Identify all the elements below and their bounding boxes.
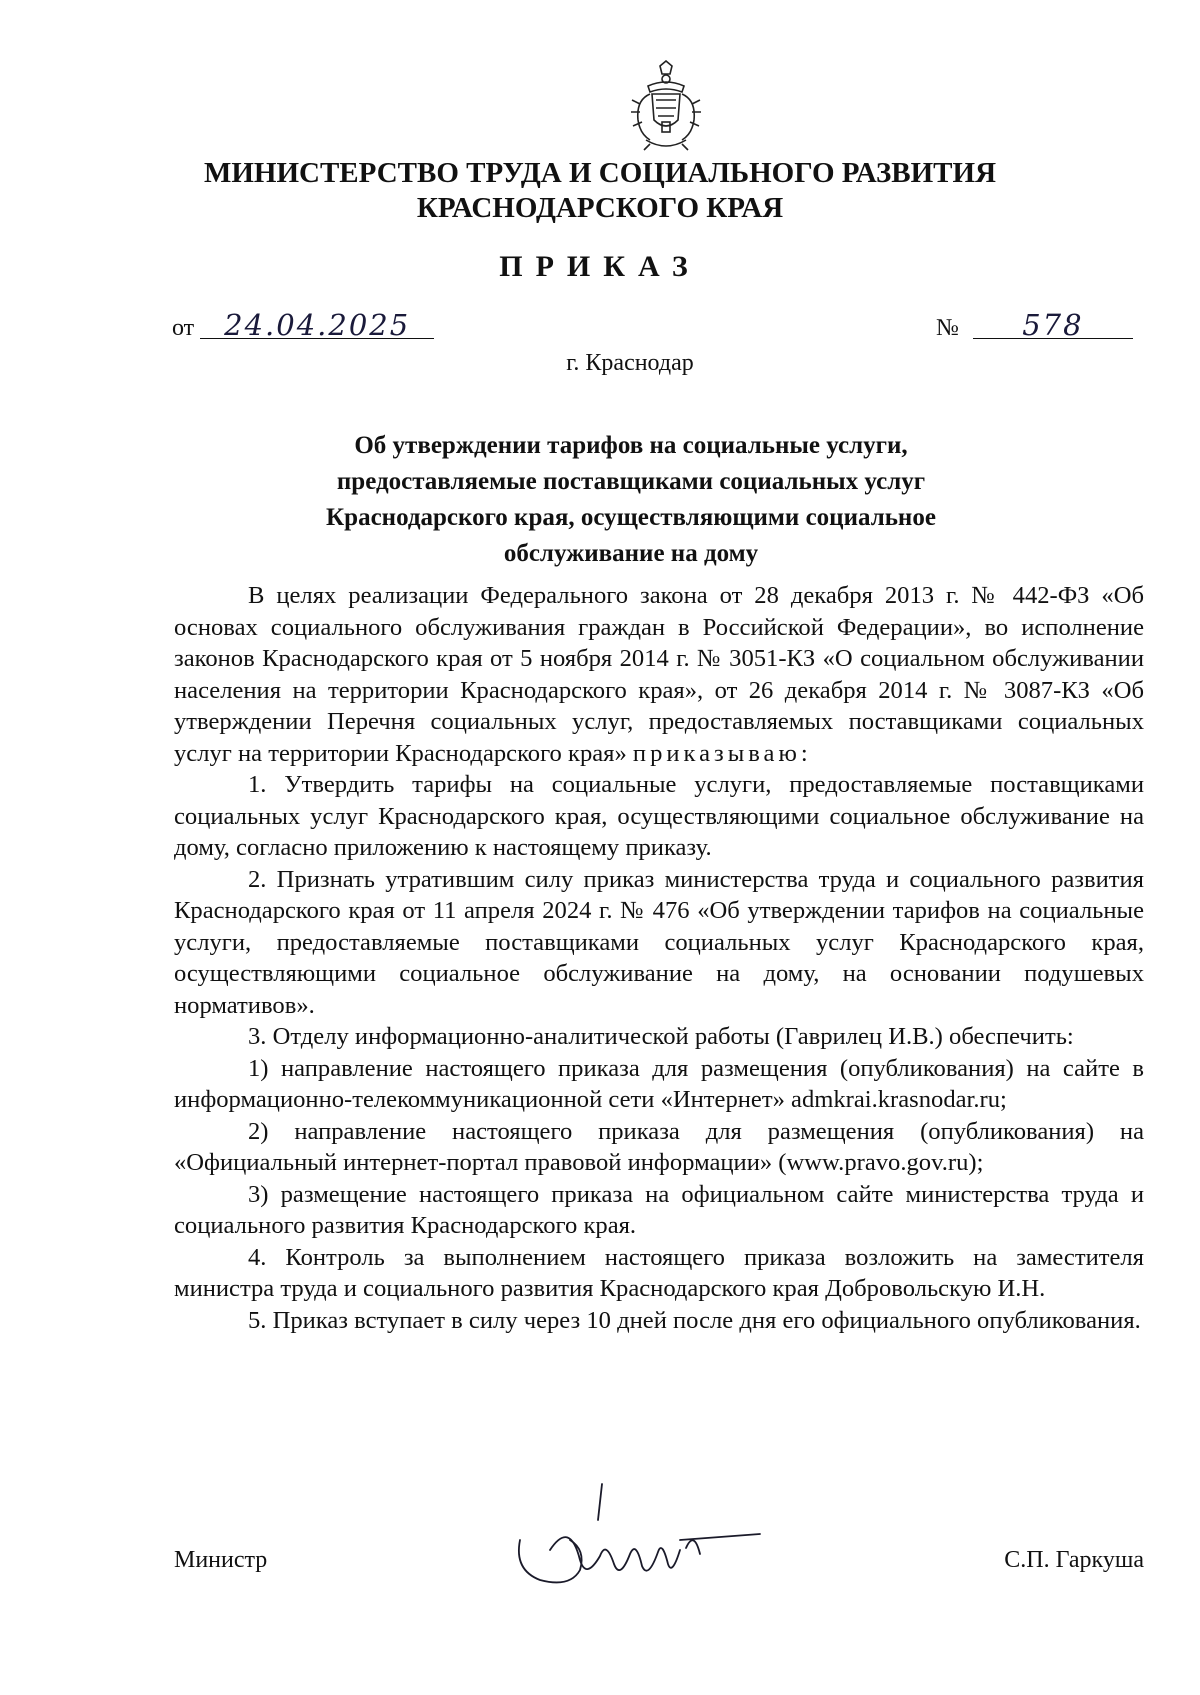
- paragraph-4: 4. Контроль за выполнением настоящего приказа возложить на заместителя министра труда и социального развития Краснодарского края Добровольскую И.Н.: [174, 1243, 1144, 1302]
- number-handwritten: 578: [973, 312, 1133, 339]
- preamble-text: В целях реализации Федерального закона от 28 декабря 2013 г. № 442-ФЗ «Об основах социального обслуживания граждан в Российской Федерации», во исполнение законов Краснодарского края от 5 ноября 2014 г. № 3051-КЗ «О социальном обслуживании населения на территории Краснодарского края», от 26 декабря 2014 г. № 3087-КЗ «Об утверждении Перечня социальных услуг, предоставляемых поставщиками социальных услуг на территории Краснодарского края»: [174, 582, 1144, 767]
- paragraph-2: 2. Признать утратившим силу приказ министерства труда и социального развития Краснодарского края от 11 апреля 2024 г. № 476 «Об утверждении тарифов на социальные услуги, предоставляемые поставщиками социальных услуг Краснодарского края, осуществляющими социальное обслуживание на дому, на основании подушевых нормативов».: [174, 865, 1144, 1019]
- number-prefix: №: [936, 315, 959, 341]
- ministry-line-1: МИНИСТЕРСТВО ТРУДА И СОЦИАЛЬНОГО РАЗВИТИЯ: [203, 157, 997, 189]
- order-body: [174, 580, 1144, 1336]
- ministry-name: [0, 156, 1200, 226]
- subject-line: Краснодарского края, осуществляющими социальное: [326, 504, 936, 531]
- subject-line: предоставляемые поставщиками социальных услуг: [336, 468, 926, 495]
- order-word: приказываю:: [632, 739, 812, 767]
- paragraph-3-1: 1) направление настоящего приказа для размещения (опубликования) на сайте в информационно-телекоммуникационной сети «Интернет» admkrai.krasnodar.ru;: [174, 1054, 1144, 1113]
- order-subject: [0, 428, 1200, 572]
- date-handwritten: 24.04.2025: [200, 312, 434, 339]
- signatory-position: Министр: [174, 1547, 268, 1573]
- paragraph-3-2: 2) направление настоящего приказа для размещения (опубликования) на «Официальный интернет-портал правовой информации» (www.pravo.gov.ru);: [174, 1117, 1144, 1176]
- handwritten-signature: [510, 1480, 790, 1610]
- paragraph-1: 1. Утвердить тарифы на социальные услуги, предоставляемые поставщиками социальных услуг Краснодарского края, осуществляющими социальное обслуживание на дому, согласно приложению к настоящему приказу.: [174, 771, 1144, 861]
- paragraph-3-3: 3) размещение настоящего приказа на официальном сайте министерства труда и социального развития Краснодарского края.: [174, 1180, 1144, 1239]
- subject-line: Об утверждении тарифов на социальные услуги,: [354, 432, 908, 459]
- paragraph-3: 3. Отделу информационно-аналитической работы (Гаврилец И.В.) обеспечить:: [248, 1023, 1074, 1050]
- document-type: ПРИКАЗ: [499, 250, 701, 283]
- signatory-name: С.П. Гаркуша: [1004, 1547, 1144, 1573]
- subject-line: обслуживание на дому: [503, 540, 759, 567]
- paragraph-5: 5. Приказ вступает в силу через 10 дней после дня его официального опубликования.: [248, 1306, 1141, 1334]
- order-date: [172, 308, 434, 342]
- preamble-paragraph: [174, 580, 1144, 769]
- coat-of-arms-emblem: [626, 60, 706, 154]
- ministry-line-2: КРАСНОДАРСКОГО КРАЯ: [416, 192, 784, 224]
- order-number: [936, 308, 1133, 342]
- city: г. Краснодар: [566, 350, 694, 376]
- date-prefix: от: [172, 315, 195, 341]
